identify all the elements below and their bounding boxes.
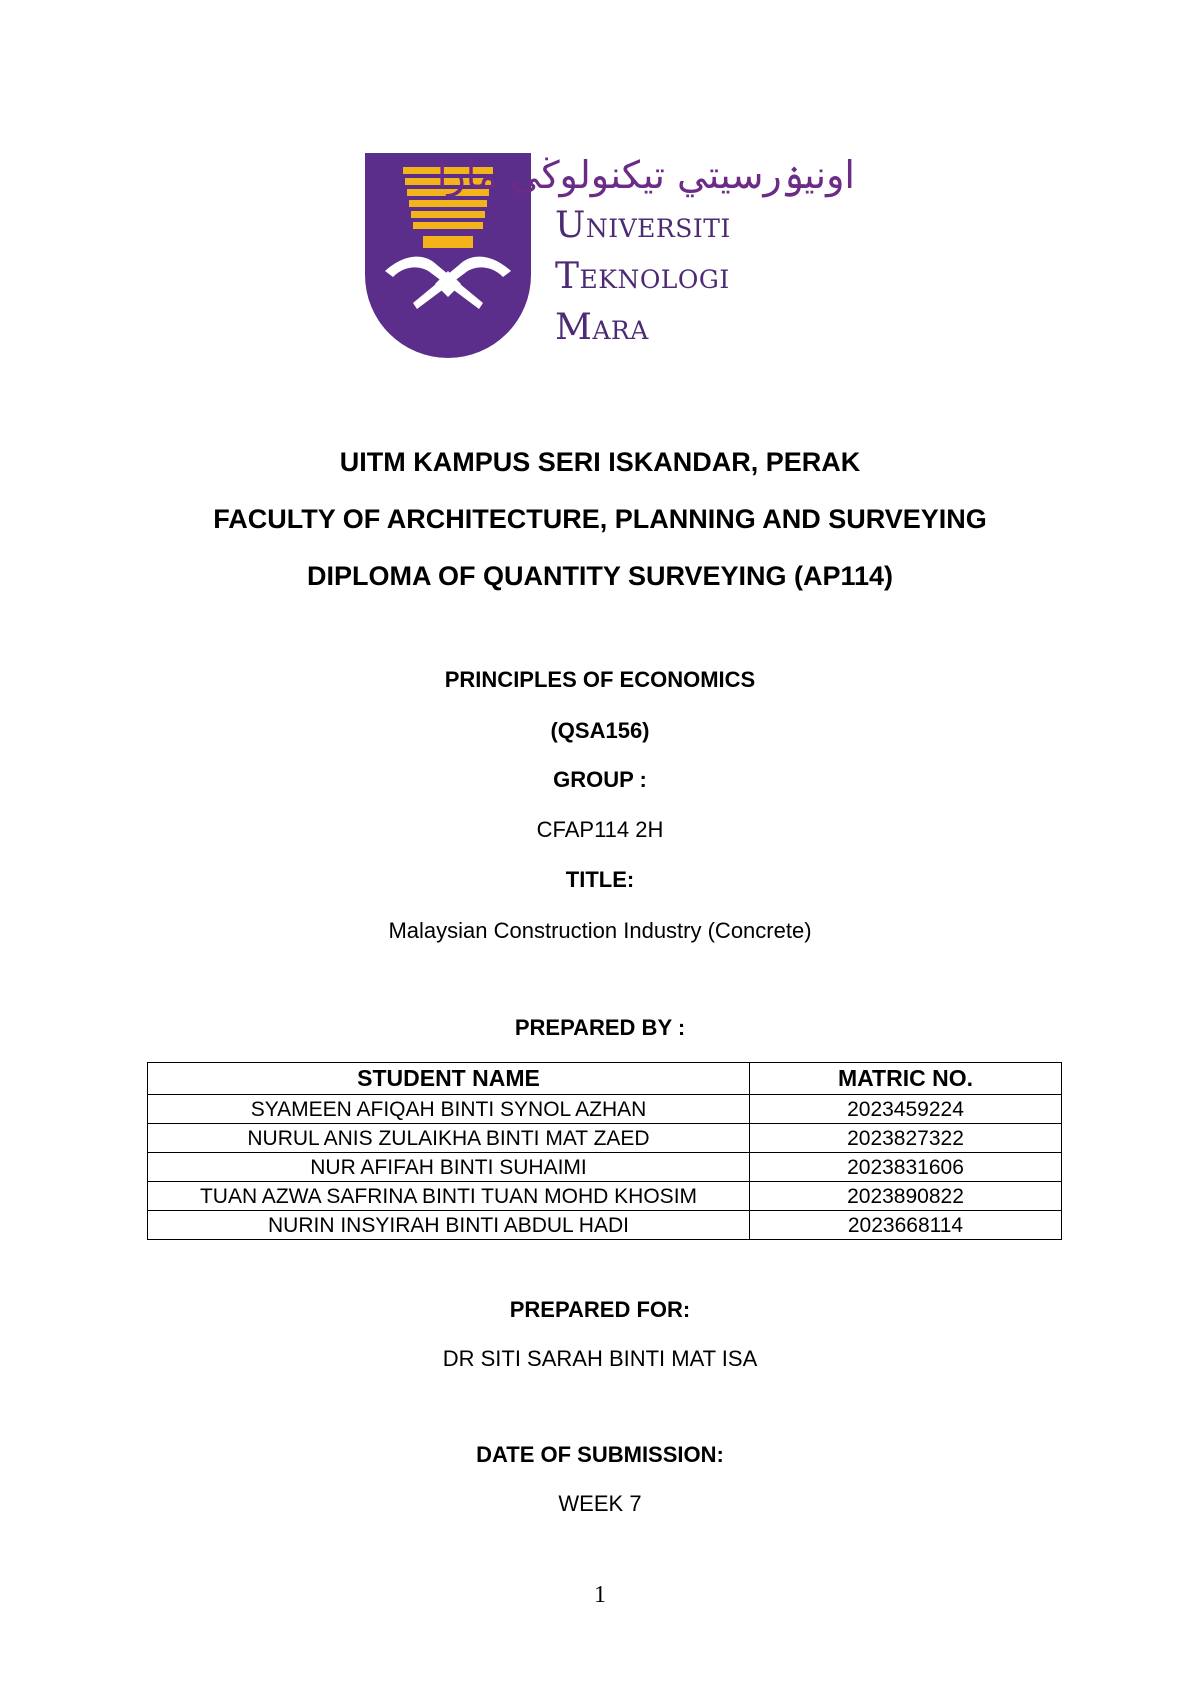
uitm-name-line-1: Universiti <box>555 205 731 246</box>
uitm-logo <box>365 153 855 358</box>
student-name-cell: NURIN INSYIRAH BINTI ABDUL HADI <box>148 1211 750 1240</box>
course-name: PRINCIPLES OF ECONOMICS <box>444 667 756 692</box>
table-row <box>148 1211 1062 1240</box>
column-header-matric-no: MATRIC NO. <box>750 1063 1062 1095</box>
column-header-student-name: STUDENT NAME <box>148 1063 750 1095</box>
submission-label: DATE OF SUBMISSION: <box>476 1442 724 1467</box>
title-value: Malaysian Construction Industry (Concrete) <box>388 918 812 943</box>
student-name-cell: NUR AFIFAH BINTI SUHAIMI <box>148 1153 750 1182</box>
matric-no-cell: 2023459224 <box>750 1095 1062 1124</box>
uitm-jawi-name: اونيۏرسيتي تيكنولوڬي مارا <box>436 153 855 197</box>
student-name-cell: NURUL ANIS ZULAIKHA BINTI MAT ZAED <box>148 1124 750 1153</box>
submission-value: WEEK 7 <box>558 1491 642 1516</box>
matric-no-cell: 2023831606 <box>750 1153 1062 1182</box>
student-table <box>147 1062 1062 1240</box>
page-number: 1 <box>594 1582 606 1608</box>
faculty-heading: FACULTY OF ARCHITECTURE, PLANNING AND SURVEYING <box>213 504 987 534</box>
prepared-by-label: PREPARED BY : <box>514 1015 686 1040</box>
course-code: (QSA156) <box>550 718 650 743</box>
title-label: TITLE: <box>565 867 635 892</box>
table-row <box>148 1182 1062 1211</box>
table-row <box>148 1095 1062 1124</box>
student-name-cell: TUAN AZWA SAFRINA BINTI TUAN MOHD KHOSIM <box>148 1182 750 1211</box>
programme-heading: DIPLOMA OF QUANTITY SURVEYING (AP114) <box>306 561 894 591</box>
group-label: GROUP : <box>553 767 647 792</box>
matric-no-cell: 2023827322 <box>750 1124 1062 1153</box>
uitm-name-line-2: Teknologi <box>555 256 730 297</box>
campus-heading: UITM KAMPUS SERI ISKANDAR, PERAK <box>339 447 861 477</box>
prepared-for-label: PREPARED FOR: <box>509 1297 691 1322</box>
table-row <box>148 1153 1062 1182</box>
prepared-for-value: DR SITI SARAH BINTI MAT ISA <box>442 1346 758 1371</box>
table-header-row <box>148 1063 1062 1095</box>
group-value: CFAP114 2H <box>536 817 664 842</box>
student-name-cell: SYAMEEN AFIQAH BINTI SYNOL AZHAN <box>148 1095 750 1124</box>
table-row <box>148 1124 1062 1153</box>
uitm-name-line-3: Mara <box>555 307 649 348</box>
matric-no-cell: 2023890822 <box>750 1182 1062 1211</box>
matric-no-cell: 2023668114 <box>750 1211 1062 1240</box>
